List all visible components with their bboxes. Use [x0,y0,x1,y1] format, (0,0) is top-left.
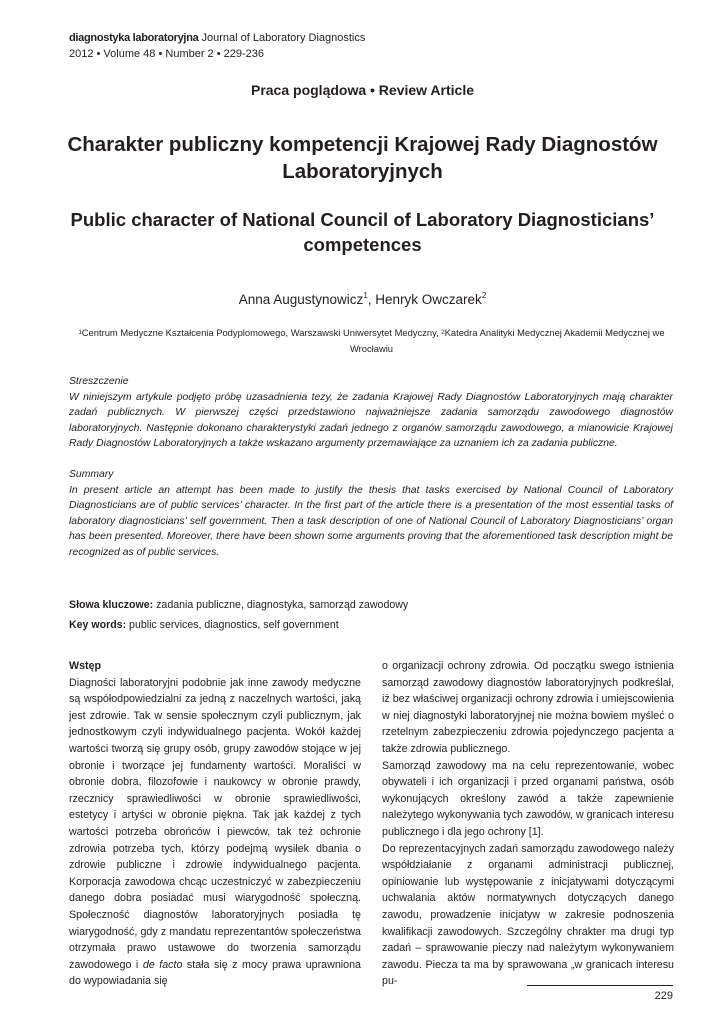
journal-header [69,30,365,62]
affiliations [70,325,673,357]
body-paragraph: Samorząd zawodowy ma na celu reprezentowanie, wobec obywateli i ich organizacji i przed organami państwa, osób wykonujących określony zawód a także zapewnienie należytego wykonywania tych zawodów, w granicach interesu publicznego i dla jego ochrony [1]. [382,759,674,838]
author-name: Henryk Owczarek [375,292,482,307]
author-affiliation-marker: 2 [481,291,487,300]
title-english: Public character of National Council of Laboratory Diagnosticians’ competences [70,209,655,255]
body-paragraph [69,675,361,990]
body-text: Diagności laboratoryjni podobnie jak inne zawody medyczne są współodpowiedzialni za jedną z naczelnych wartości, jaką jest zdrowie. Tak w sensie społecznym czyli publicznym, jak jednostkowym czyli indywidualnego pacjenta. Wokół każdej wartości tworzą się grupy osób, grupy zawodów stojące w jej obronie i tworzące jej fundamenty wartości. Moraliści w obronie dobra, filozofowie i naukowcy w obronie prawdy, rzecznicy sprawiedliwości w obronie sprawiedliwości, estetycy i artyści w obronie piękna. Tak jak każdej z tych wartości potrzeba obrońców i piewców, tak też ochronie zdrowia potrzeba tych, którzy podejmą wysiłek dbania o zdrowie publiczne i zdrowie indywidualnego pacjenta. Korporacja zawodowa chcąc uczestniczyć w zabezpieczeniu danego dobra posiadać musi wiarygodność społeczną. Społeczność diagnostów laboratoryjnych posiadła tę wiarygodność, gdy z mandatu reprezentantów społeczeństwa otrzymała prawo ustawowe do tworzenia samorządu zawodowego i [69,676,361,971]
body-paragraph: o organizacji ochrony zdrowia. Od początku swego istnienia samorząd zawodowy diagnostów laboratoryjnych podkreślał, iż bez właściwej organizacji ochrony zdrowia i umiejscowienia w niej diagnostyki laboratoryjnej nie można bowiem myśleć o rzetelnym zabezpieczeniu zdrowia pojedynczego pacjenta a także zdrowia publicznego. [382,660,674,755]
keywords-label: Słowa kluczowe: [69,599,154,611]
affiliation-text: Katedra Analityki Medycznej Akademii Medycznej we Wrocławiu [349,327,665,354]
body-column-left [69,658,361,990]
journal-name: Journal of Laboratory Diagnostics [201,32,366,44]
page-number: 229 [654,990,673,1002]
authors-line [0,292,725,307]
section-heading: Wstęp [69,660,102,672]
keywords-text: public services, diagnostics, self government [126,619,339,631]
body-text: stała się z mocy prawa uprawniona do wypowiadania się [69,958,361,988]
body-paragraph: Do reprezentacyjnych zadań samorządu zawodowego należy współdziałanie z organami administracji publicznej, opiniowanie lub występowanie z inicjatywami dotyczącymi uchwalania aktów normatywnych dotyczących danego zawodu, prowadzenie inicjatyw w zakresie podnoszenia kwalifikacji zawodowych. Szczególny chrakter ma drugi typ zadań – sprawowanie pieczy nad należytym wykonywaniem zawodu. Piecza ta ma by sprawowana „w granicach interesu pu- [382,842,674,988]
body-text-italic: de facto [142,958,183,971]
author-separator: , [367,292,376,307]
article-type: Praca poglądowa • Review Article [250,82,474,98]
keywords-label: Key words: [69,619,127,631]
abstract-text: W niniejszym artykule podjęto próbę uzasadnienia tezy, że zadania Krajowej Rady Diagnostów Laboratoryjnych mają charakter zadań publicznych. W pierwszej części przedstawiono najważniejsze zadania samorządu zawodowego diagnostów laboratoryjnych. Następnie dokonano charakterystyki zadań jednego z organów samorządu zawodowego, a mianowicie Krajowej Rady Diagnostów Laboratoryjnych a także wskazano argumenty przemawiające za uznaniem ich za zadania publiczne. [69,391,673,449]
author-name: Anna Augustynowicz [238,292,364,307]
affiliation-marker: 2 [441,330,445,336]
affiliation-marker: 1 [78,330,82,336]
abstract-english [69,467,673,560]
affiliation-text: Centrum Medyczne Kształcenia Podyplomowego, Warszawski Uniwersytet Medyczny, [81,327,442,338]
journal-brand: diagnostyka laboratoryjna [69,32,199,44]
abstract-polish [69,374,673,452]
abstract-text: In present article an attempt has been made to justify the thesis that tasks exercised by National Council of Laboratory Diagnosticians are of public services’ character. In the first part of the article there is a presentation of the most essential tasks of laboratory diagnosticians’ self government. Then a task description of one of National Council of Laboratory Diagnosticians’ organ has been presented. Moreover, there have been shown some arguments proving that the aforementioned task description might be recognized as of public services. [69,484,673,558]
abstract-heading: Summary [69,469,114,480]
journal-title-line [69,30,365,46]
keywords-polish [69,596,673,615]
keywords-text: zadania publiczne, diagnostyka, samorząd zawodowy [153,599,409,611]
abstract-heading: Streszczenie [69,376,129,387]
body-column-right [382,658,674,990]
author-affiliation-marker: 1 [363,291,368,300]
keywords-english [69,616,673,635]
footer-rule [527,985,673,986]
title-polish: Charakter publiczny kompetencji Krajowej Rady Diagnostów Laboratoryjnych [67,133,658,183]
issue-line: 2012 • Volume 48 • Number 2 • 229-236 [69,48,265,60]
